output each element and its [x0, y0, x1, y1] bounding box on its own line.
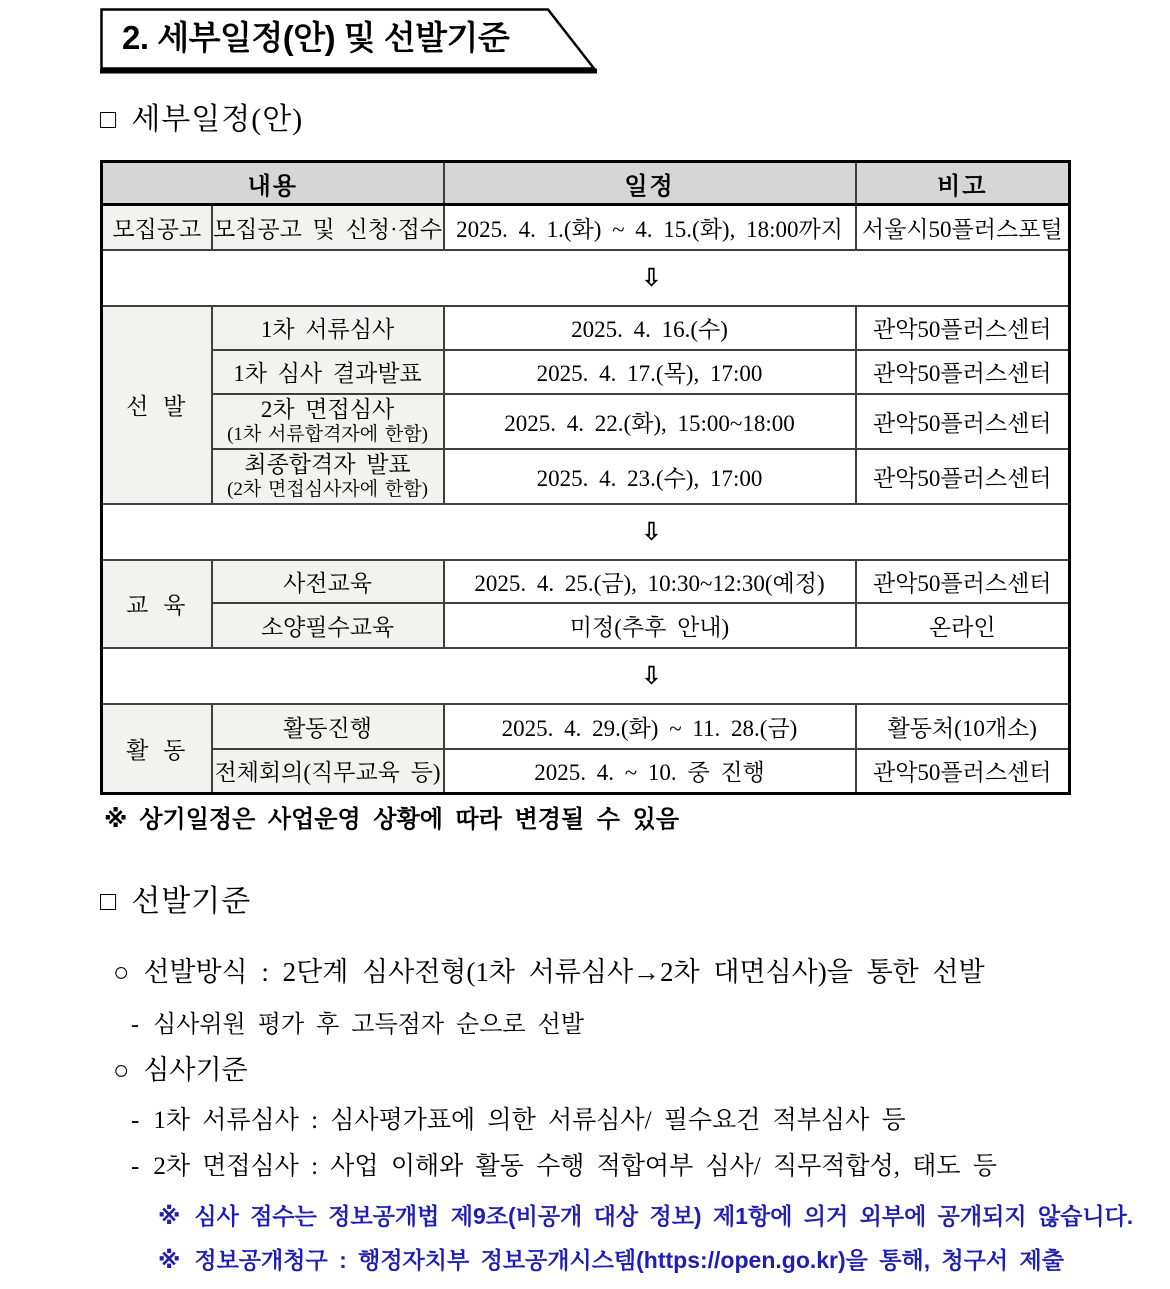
- remark-cell: 관악50플러스센터: [856, 350, 1070, 394]
- criteria-standard-text: 심사기준: [143, 1055, 248, 1085]
- remark-cell: 관악50플러스센터: [856, 560, 1070, 603]
- down-arrow-icon: ⇩: [641, 517, 662, 546]
- privacy-note-line: [158, 1198, 1133, 1231]
- table-row: [102, 394, 1070, 449]
- schedule-cell: 2025. 4. 25.(금), 10:30~12:30(예정): [444, 560, 856, 603]
- arrow-row: [102, 648, 1070, 704]
- schedule-cell: 2025. 4. 23.(수), 17:00: [444, 449, 856, 504]
- group-cell-selection: 선 발: [102, 306, 212, 504]
- criteria-standard-sub2-line: [131, 1146, 997, 1182]
- square-bullet-icon: □: [100, 886, 118, 916]
- disclosure-note-line: [158, 1242, 1064, 1275]
- remark-cell: 서울시50플러스포털: [856, 205, 1070, 250]
- item-cell: 모집공고 및 신청·접수: [212, 205, 444, 250]
- item-note: (1차 서류합격자에 한함): [227, 424, 428, 445]
- circle-bullet-icon: ○: [113, 957, 130, 987]
- heading-criteria: [100, 876, 251, 920]
- schedule-cell: 2025. 4. 17.(목), 17:00: [444, 350, 856, 394]
- reference-mark-icon: ※: [158, 1203, 181, 1229]
- down-arrow-icon: ⇩: [641, 661, 662, 690]
- dash-bullet-icon: -: [131, 1012, 139, 1038]
- table-footnote: [104, 799, 679, 834]
- table-row: [102, 560, 1070, 603]
- schedule-cell: 2025. 4. 1.(화) ~ 4. 15.(화), 18:00까지: [444, 205, 856, 250]
- criteria-standard-sub1-line: [131, 1100, 906, 1136]
- heading-schedule-label: 세부일정(안): [131, 103, 304, 136]
- banner-title: 2. 세부일정(안) 및 선발기준: [122, 19, 510, 56]
- arrow-row: [102, 504, 1070, 560]
- table-row: [102, 449, 1070, 504]
- header-remark: 비고: [856, 162, 1070, 205]
- remark-cell: 관악50플러스센터: [856, 394, 1070, 449]
- item-title: 2차 면접심사: [260, 397, 395, 422]
- table-row: [102, 350, 1070, 394]
- item-cell: [212, 449, 444, 504]
- remark-cell: 관악50플러스센터: [856, 749, 1070, 794]
- section-banner: [100, 8, 597, 76]
- table-row: [102, 306, 1070, 350]
- table-row: [102, 603, 1070, 648]
- disclosure-note-text: 정보공개청구 : 행정자치부 정보공개시스템(https://open.go.kr)을 통해, 청구서 제출: [194, 1247, 1064, 1273]
- table-header-row: [102, 162, 1070, 205]
- header-schedule: 일정: [444, 162, 856, 205]
- reference-mark-icon: ※: [104, 806, 128, 833]
- schedule-cell: 2025. 4. 29.(화) ~ 11. 28.(금): [444, 704, 856, 749]
- square-bullet-icon: □: [100, 104, 118, 134]
- table-row: [102, 704, 1070, 749]
- item-note: (2차 면접심사자에 한함): [227, 479, 428, 500]
- schedule-cell: 2025. 4. 16.(수): [444, 306, 856, 350]
- item-cell: 전체회의(직무교육 등): [212, 749, 444, 794]
- item-title: 최종합격자 발표: [244, 452, 411, 477]
- item-cell: 활동진행: [212, 704, 444, 749]
- reference-mark-icon: ※: [158, 1247, 181, 1273]
- group-cell-education: 교 육: [102, 560, 212, 648]
- item-cell: 소양필수교육: [212, 603, 444, 648]
- criteria-standard-line: [113, 1048, 248, 1087]
- item-cell: [212, 394, 444, 449]
- table-footnote-text: 상기일정은 사업운영 상황에 따라 변경될 수 있음: [139, 806, 680, 833]
- down-arrow-icon: ⇩: [641, 263, 662, 292]
- schedule-cell: 2025. 4. 22.(화), 15:00~18:00: [444, 394, 856, 449]
- remark-cell: 온라인: [856, 603, 1070, 648]
- heading-criteria-label: 선발기준: [131, 885, 252, 918]
- schedule-table-wrapper: [100, 160, 1071, 795]
- remark-cell: 관악50플러스센터: [856, 449, 1070, 504]
- criteria-standard-sub2-text: 2차 면접심사 : 사업 이해와 활동 수행 적합여부 심사/ 직무적합성, 태도 등: [153, 1153, 997, 1180]
- criteria-method-line: [113, 950, 985, 989]
- table-row: [102, 749, 1070, 794]
- heading-schedule: [100, 94, 303, 138]
- table-row: [102, 205, 1070, 250]
- dash-bullet-icon: -: [131, 1107, 140, 1134]
- privacy-note-text: 심사 점수는 정보공개법 제9조(비공개 대상 정보) 제1항에 의거 외부에 공개되지 않습니다.: [194, 1203, 1134, 1229]
- remark-cell: 활동처(10개소): [856, 704, 1070, 749]
- remark-cell: 관악50플러스센터: [856, 306, 1070, 350]
- schedule-cell: 미정(추후 안내): [444, 603, 856, 648]
- group-cell-recruit: 모집공고: [102, 205, 212, 250]
- arrow-row: [102, 250, 1070, 306]
- schedule-table: [100, 160, 1071, 795]
- schedule-cell: 2025. 4. ~ 10. 중 진행: [444, 749, 856, 794]
- criteria-standard-sub1-text: 1차 서류심사 : 심사평가표에 의한 서류심사/ 필수요건 적부심사 등: [153, 1107, 906, 1134]
- criteria-method-sub-text: 심사위원 평가 후 고득점자 순으로 선발: [153, 1012, 584, 1038]
- group-cell-activity: 활 동: [102, 704, 212, 794]
- item-cell: 1차 서류심사: [212, 306, 444, 350]
- dash-bullet-icon: -: [131, 1153, 140, 1180]
- circle-bullet-icon: ○: [113, 1055, 130, 1085]
- item-cell: 사전교육: [212, 560, 444, 603]
- criteria-method-text: 선발방식 : 2단계 심사전형(1차 서류심사→2차 대면심사)을 통한 선발: [143, 957, 985, 987]
- item-cell: 1차 심사 결과발표: [212, 350, 444, 394]
- criteria-method-sub-line: [131, 1004, 584, 1039]
- header-content: 내용: [102, 162, 444, 205]
